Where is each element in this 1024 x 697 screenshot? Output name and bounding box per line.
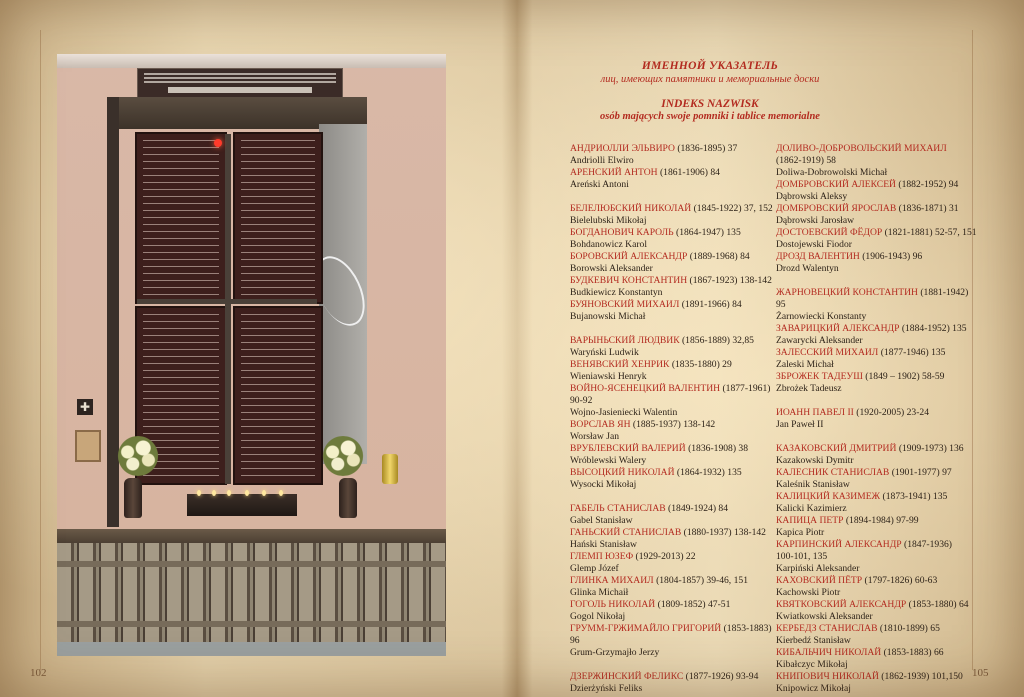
page-number-left: 102 bbox=[30, 667, 47, 679]
entry-name: ГАНЬСКИЙ СТАНИСЛАВ bbox=[570, 527, 682, 538]
entry-name-pl: Wojno-Jasieniecki Walentin bbox=[570, 407, 678, 418]
entry-gap bbox=[570, 323, 780, 335]
entry-name-pl: Zbrożek Tadeusz bbox=[776, 383, 842, 394]
entry-name-ru bbox=[570, 575, 780, 587]
entry-years-pages: (1885-1937) 138-142 bbox=[630, 419, 716, 430]
index-subtitle-pl: osób mających swoje pomniki i tablice memorialne bbox=[600, 111, 820, 122]
entry-years-pages: (1877-1926) 93-94 bbox=[683, 671, 759, 682]
entry-years-pages: (1821-1881) 52-57, 151 bbox=[882, 227, 977, 238]
index-entry bbox=[776, 443, 986, 467]
entry-years-pages: (1836-1895) 37 bbox=[674, 143, 738, 154]
entry-name-ru bbox=[570, 467, 780, 479]
entry-name-ru bbox=[776, 143, 986, 155]
index-entry bbox=[570, 443, 780, 467]
memorial-plaque-bottom-right bbox=[233, 306, 323, 485]
entry-continuation: 95 bbox=[776, 299, 786, 310]
index-entry bbox=[570, 143, 780, 167]
entry-name-pl: Kapica Piotr bbox=[776, 527, 825, 538]
entry-name: ВЫСОЦКИЙ НИКОЛАЙ bbox=[570, 467, 675, 478]
left-border-ornament bbox=[34, 30, 41, 670]
entry-name-pl: Gabel Stanisław bbox=[570, 515, 633, 526]
entry-name-ru bbox=[776, 491, 986, 503]
entry-name-ru bbox=[776, 407, 986, 419]
entry-name-pl: Dąbrowski Aleksy bbox=[776, 191, 848, 202]
entry-name-ru bbox=[570, 251, 780, 263]
entry-name: КАРПИНСКИЙ АЛЕКСАНДР bbox=[776, 539, 902, 550]
entry-years-pages: (1861-1906) 84 bbox=[657, 167, 720, 178]
entry-years-pages: (1836-1871) 31 bbox=[896, 203, 959, 214]
entry-name-ru bbox=[776, 647, 986, 659]
entry-years-pages: (1920-2005) 23-24 bbox=[853, 407, 929, 418]
entry-name: КАПИЦА ПЕТР bbox=[776, 515, 844, 526]
entry-years-pages: (1882-1952) 94 bbox=[896, 179, 959, 190]
index-entry bbox=[776, 287, 986, 323]
entry-gap bbox=[570, 191, 780, 203]
index-entry bbox=[776, 671, 986, 695]
entry-years-pages: (1889-1968) 84 bbox=[687, 251, 750, 262]
entry-name-ru bbox=[776, 443, 986, 455]
entry-years-pages: (1862-1939) 101,150 bbox=[878, 671, 963, 682]
entry-name-ru bbox=[776, 575, 986, 587]
entry-years-pages: (1853-1880) 64 bbox=[906, 599, 969, 610]
index-column-2 bbox=[776, 143, 986, 695]
entry-name-ru bbox=[776, 599, 986, 611]
entry-years-pages: (1867-1923) 138-142 bbox=[687, 275, 772, 286]
entry-name-pl: Worsław Jan bbox=[570, 431, 620, 442]
entry-name-pl: Glemp Józef bbox=[570, 563, 619, 574]
entry-name-ru bbox=[570, 275, 780, 287]
entry-name-ru bbox=[570, 443, 780, 455]
entry-name-ru bbox=[570, 671, 780, 683]
index-entry bbox=[570, 275, 780, 299]
index-entry bbox=[570, 623, 780, 659]
entry-name: КНИПОВИЧ НИКОЛАЙ bbox=[776, 671, 879, 682]
entry-name-ru bbox=[570, 335, 780, 347]
index-entry bbox=[570, 203, 780, 227]
memorial-plaque-top-left bbox=[135, 132, 227, 304]
memorial-plaque-top-right bbox=[233, 132, 323, 304]
wooden-fence bbox=[57, 543, 446, 656]
entry-name: КВЯТКОВСКИЙ АЛЕКСАНДР bbox=[776, 599, 907, 610]
entry-name-pl: Zawarycki Aleksander bbox=[776, 335, 863, 346]
entry-name-ru bbox=[776, 179, 986, 191]
entry-gap bbox=[776, 395, 986, 407]
entry-years-pages: (1835-1880) 29 bbox=[669, 359, 732, 370]
entry-name-ru bbox=[570, 383, 780, 395]
vase-right bbox=[339, 478, 357, 518]
entry-name-pl: Glinka Michaił bbox=[570, 587, 629, 598]
entry-name-pl: Karpiński Aleksander bbox=[776, 563, 860, 574]
entry-name-pl: Borowski Aleksander bbox=[570, 263, 653, 274]
entry-years-pages: (1864-1947) 135 bbox=[673, 227, 741, 238]
index-entry bbox=[776, 323, 986, 347]
entry-name-pl: Drozd Walentyn bbox=[776, 263, 839, 274]
entry-name: БОРОВСКИЙ АЛЕКСАНДР bbox=[570, 251, 688, 262]
entry-years-pages: (1877-1946) 135 bbox=[878, 347, 946, 358]
entry-name-pl: Doliwa-Dobrowolski Michał bbox=[776, 167, 888, 178]
entry-years-pages: (1877-1961) bbox=[720, 383, 771, 394]
entry-name: ВОРСЛАВ ЯН bbox=[570, 419, 631, 430]
index-entry bbox=[570, 671, 780, 695]
entry-gap bbox=[776, 431, 986, 443]
entry-years-pages: (1929-2013) 22 bbox=[633, 551, 696, 562]
floor bbox=[57, 642, 446, 656]
entry-name: ГЛЕМП ЮЗЕФ bbox=[570, 551, 634, 562]
entry-name: ДЗЕРЖИНСКИЙ ФЕЛИКС bbox=[570, 671, 684, 682]
entry-name: ДОСТОЕВСКИЙ ФЁДОР bbox=[776, 227, 883, 238]
entry-name-pl: Zaleski Michał bbox=[776, 359, 834, 370]
entry-name: БОГДАНОВИЧ КАРОЛЬ bbox=[570, 227, 674, 238]
memorial-banner bbox=[137, 68, 343, 98]
entry-name-pl: Jan Paweł II bbox=[776, 419, 824, 430]
entry-name: ГОГОЛЬ НИКОЛАЙ bbox=[570, 599, 656, 610]
entry-name: ИОАНН ПАВЕЛ II bbox=[776, 407, 854, 418]
index-entry bbox=[570, 383, 780, 419]
ceiling-molding bbox=[57, 54, 446, 68]
entry-years-pages: (1853-1883) bbox=[721, 623, 772, 634]
entry-name-pl: Knipowicz Mikołaj bbox=[776, 683, 851, 694]
entry-name: ДРОЗД ВАЛЕНТИН bbox=[776, 251, 860, 262]
entry-years-pages: (1809-1852) 47-51 bbox=[655, 599, 731, 610]
entry-years-pages: (1881-1942) bbox=[917, 287, 969, 298]
entry-name-ru bbox=[570, 527, 780, 539]
entry-name-pl: Wieniawski Henryk bbox=[570, 371, 647, 382]
entry-name-pl: Kachowski Piotr bbox=[776, 587, 841, 598]
index-entry bbox=[570, 359, 780, 383]
index-entry bbox=[776, 515, 986, 539]
entry-name-pl: Żarnowiecki Konstanty bbox=[776, 311, 867, 322]
entry-continuation: 96 bbox=[570, 635, 580, 646]
entry-name-ru bbox=[776, 623, 986, 635]
index-subtitle-ru: лиц, имеющих памятники и мемориальные доски bbox=[600, 74, 820, 85]
index-title-ru: ИМЕННОЙ УКАЗАТЕЛЬ bbox=[641, 60, 779, 72]
entry-years-pages: (1906-1943) 96 bbox=[859, 251, 923, 262]
entry-name-ru bbox=[776, 251, 986, 263]
entry-name: ВЕНЯВСКИЙ ХЕНРИК bbox=[570, 359, 670, 370]
entry-continuation: 100-101, 135 bbox=[776, 551, 828, 562]
index-entry bbox=[570, 251, 780, 275]
index-entry bbox=[570, 527, 780, 551]
vase-left bbox=[124, 478, 142, 518]
entry-name-pl: Dostojewski Fiodor bbox=[776, 239, 852, 250]
index-entry bbox=[776, 227, 986, 251]
index-entry bbox=[776, 407, 986, 431]
index-entry bbox=[776, 575, 986, 599]
entry-years-pages: (1845-1922) 37, 152 bbox=[691, 203, 773, 214]
index-entry bbox=[776, 203, 986, 227]
entry-years-pages: (1797-1826) 60-63 bbox=[862, 575, 938, 586]
entry-name-ru bbox=[570, 599, 780, 611]
entry-name: ГАБЕЛЬ СТАНИСЛАВ bbox=[570, 503, 666, 514]
index-entry bbox=[570, 551, 780, 575]
entry-name-ru bbox=[570, 143, 780, 155]
cross-vertical bbox=[225, 134, 231, 484]
entry-name-ru bbox=[570, 359, 780, 371]
flowers-left bbox=[112, 436, 164, 476]
entry-name-ru bbox=[570, 203, 780, 215]
entry-name: ВОЙНО-ЯСЕНЕЦКИЙ ВАЛЕНТИН bbox=[570, 383, 721, 394]
entry-name-pl: Kwiatkowski Aleksander bbox=[776, 611, 873, 622]
entry-continuation: (1862-1919) 58 bbox=[776, 155, 836, 166]
index-entry bbox=[776, 179, 986, 203]
entry-name: БЕЛЕЛЮБСКИЙ НИКОЛАЙ bbox=[570, 203, 692, 214]
entry-name-pl: Andriolli Elwiro bbox=[570, 155, 634, 166]
entry-name-ru bbox=[776, 347, 986, 359]
entry-years-pages: (1894-1984) 97-99 bbox=[843, 515, 919, 526]
entry-name: ЗАЛЕССКИЙ МИХАИЛ bbox=[776, 347, 879, 358]
entry-name-ru bbox=[570, 419, 780, 431]
entry-name: БУЯНОВСКИЙ МИХАИЛ bbox=[570, 299, 680, 310]
entry-name-pl: Kazakowski Dymitr bbox=[776, 455, 854, 466]
index-entry bbox=[570, 599, 780, 623]
entry-name-pl: Bielelubski Mikołaj bbox=[570, 215, 647, 226]
entry-name: КАЗАКОВСКИЙ ДМИТРИЙ bbox=[776, 443, 897, 454]
entry-name: АНДРИОЛЛИ ЭЛЬВИРО bbox=[570, 143, 675, 154]
entry-name-pl: Bujanowski Michał bbox=[570, 311, 646, 322]
red-lamp-icon bbox=[214, 139, 222, 147]
index-column-1 bbox=[570, 143, 780, 695]
entry-name: КАЛЕСНИК СТАНИСЛАВ bbox=[776, 467, 890, 478]
entry-years-pages: (1856-1889) 32,85 bbox=[679, 335, 754, 346]
entry-years-pages: (1810-1899) 65 bbox=[877, 623, 940, 634]
entry-name: ДОМБРОВСКИЙ ЯРОСЛАВ bbox=[776, 203, 897, 214]
entry-name-pl: Kibałczyc Mikołaj bbox=[776, 659, 848, 670]
entry-name-ru bbox=[570, 623, 780, 635]
index-entry bbox=[776, 647, 986, 671]
entry-years-pages: (1836-1908) 38 bbox=[685, 443, 749, 454]
entry-name-ru bbox=[776, 371, 986, 383]
entry-years-pages: (1880-1937) 138-142 bbox=[681, 527, 766, 538]
entry-name-ru bbox=[570, 299, 780, 311]
entry-name-ru bbox=[776, 227, 986, 239]
entry-name: КЕРБЕДЗ СТАНИСЛАВ bbox=[776, 623, 878, 634]
entry-name-pl: Bohdanowicz Karol bbox=[570, 239, 647, 250]
cross-icon: ✚ bbox=[77, 399, 93, 415]
index-entry bbox=[776, 467, 986, 491]
entry-continuation: 90-92 bbox=[570, 395, 593, 406]
entry-name-ru bbox=[570, 551, 780, 563]
entry-years-pages: (1849 – 1902) 58-59 bbox=[862, 371, 945, 382]
entry-name-ru bbox=[776, 467, 986, 479]
index-entry bbox=[776, 623, 986, 647]
entry-name: ВАРЫНЬСКИЙ ЛЮДВИК bbox=[570, 335, 680, 346]
entry-name: КИБАЛЬЧИЧ НИКОЛАЙ bbox=[776, 647, 882, 658]
entry-name: КАЛИЦКИЙ КАЗИМЕЖ bbox=[776, 491, 881, 502]
entry-name: БУДКЕВИЧ КОНСТАНТИН bbox=[570, 275, 688, 286]
entry-years-pages: (1853-1883) 66 bbox=[881, 647, 944, 658]
index-entry bbox=[570, 419, 780, 443]
religious-icon-frame bbox=[75, 430, 101, 462]
entry-name: ВРУБЛЕВСКИЙ ВАЛЕРИЙ bbox=[570, 443, 686, 454]
entry-name: КАХОВСКИЙ ПЁТР bbox=[776, 575, 863, 586]
entry-name: ДОМБРОВСКИЙ АЛЕКСЕЙ bbox=[776, 179, 896, 190]
entry-years-pages: (1804-1857) 39-46, 151 bbox=[653, 575, 748, 586]
entry-name: ГРУММ-ГРЖИМАЙЛО ГРИГОРИЙ bbox=[570, 623, 722, 634]
index-title-pl: INDEKS NAZWISK bbox=[661, 98, 759, 110]
entry-name-ru bbox=[776, 671, 986, 683]
index-entry bbox=[570, 503, 780, 527]
entry-name-pl: Budkiewicz Konstantyn bbox=[570, 287, 663, 298]
index-entry bbox=[776, 347, 986, 371]
entry-name-ru bbox=[570, 503, 780, 515]
entry-name: ЖАРНОВЕЦКИЙ КОНСТАНТИН bbox=[776, 287, 918, 298]
entry-name-ru bbox=[570, 167, 780, 179]
entry-name-ru bbox=[570, 227, 780, 239]
entry-years-pages: (1909-1973) 136 bbox=[896, 443, 964, 454]
index-entry bbox=[776, 251, 986, 275]
index-entry bbox=[570, 167, 780, 191]
entry-name-pl: Gogol Nikołaj bbox=[570, 611, 626, 622]
memorial-photo bbox=[57, 54, 446, 656]
index-entry bbox=[776, 491, 986, 515]
entry-name-ru bbox=[776, 323, 986, 335]
entry-name-pl: Wróblewski Walery bbox=[570, 455, 647, 466]
fence-top-rail bbox=[57, 529, 446, 543]
entry-name-pl: Areński Antoni bbox=[570, 179, 629, 190]
entry-name: ГЛИНКА МИХАИЛ bbox=[570, 575, 654, 586]
entry-name-pl: Wysocki Mikołaj bbox=[570, 479, 637, 490]
entry-name-pl: Kaleśnik Stanisław bbox=[776, 479, 850, 490]
entry-name: ДОЛИВО-ДОБРОВОЛЬСКИЙ МИХАИЛ bbox=[776, 143, 947, 154]
entry-name-pl: Kalicki Kazimierz bbox=[776, 503, 847, 514]
index-entry bbox=[570, 335, 780, 359]
entry-years-pages: (1873-1941) 135 bbox=[880, 491, 948, 502]
entry-years-pages: (1884-1952) 135 bbox=[899, 323, 967, 334]
entry-name-pl: Hański Stanisław bbox=[570, 539, 637, 550]
index-entry bbox=[570, 575, 780, 599]
candle-lamp bbox=[382, 454, 398, 484]
entry-name: ЗАВАРИЦКИЙ АЛЕКСАНДР bbox=[776, 323, 900, 334]
index-entry bbox=[776, 599, 986, 623]
flowers-right bbox=[317, 436, 369, 476]
index-entry bbox=[776, 371, 986, 395]
entry-gap bbox=[570, 659, 780, 671]
entry-years-pages: (1847-1936) bbox=[901, 539, 952, 550]
index-entry bbox=[776, 539, 986, 575]
index-entry bbox=[776, 143, 986, 179]
entry-name-pl: Dzierżyński Feliks bbox=[570, 683, 643, 694]
index-entry bbox=[570, 227, 780, 251]
entry-name: ЗБРОЖЕК ТАДЕУШ bbox=[776, 371, 863, 382]
entry-name-pl: Grum-Grzymajło Jerzy bbox=[570, 647, 660, 658]
entry-years-pages: (1864-1932) 135 bbox=[674, 467, 742, 478]
entry-years-pages: (1891-1966) 84 bbox=[679, 299, 742, 310]
candle-shelf bbox=[187, 494, 297, 516]
entry-gap bbox=[776, 275, 986, 287]
index-entry bbox=[570, 467, 780, 491]
entry-name-ru bbox=[776, 539, 986, 551]
entry-years-pages: (1901-1977) 97 bbox=[889, 467, 952, 478]
entry-name-ru bbox=[776, 203, 986, 215]
entry-name: АРЕНСКИЙ АНТОН bbox=[570, 167, 658, 178]
entry-name-ru bbox=[776, 287, 986, 299]
page-number-right: 105 bbox=[972, 667, 989, 679]
entry-years-pages: (1849-1924) 84 bbox=[665, 503, 729, 514]
entry-gap bbox=[570, 491, 780, 503]
cross-horizontal bbox=[137, 299, 317, 304]
index-entry bbox=[570, 299, 780, 323]
entry-name-pl: Kierbedź Stanisław bbox=[776, 635, 851, 646]
entry-name-ru bbox=[776, 515, 986, 527]
entry-name-pl: Dąbrowski Jarosław bbox=[776, 215, 855, 226]
entry-name-pl: Waryński Ludwik bbox=[570, 347, 639, 358]
